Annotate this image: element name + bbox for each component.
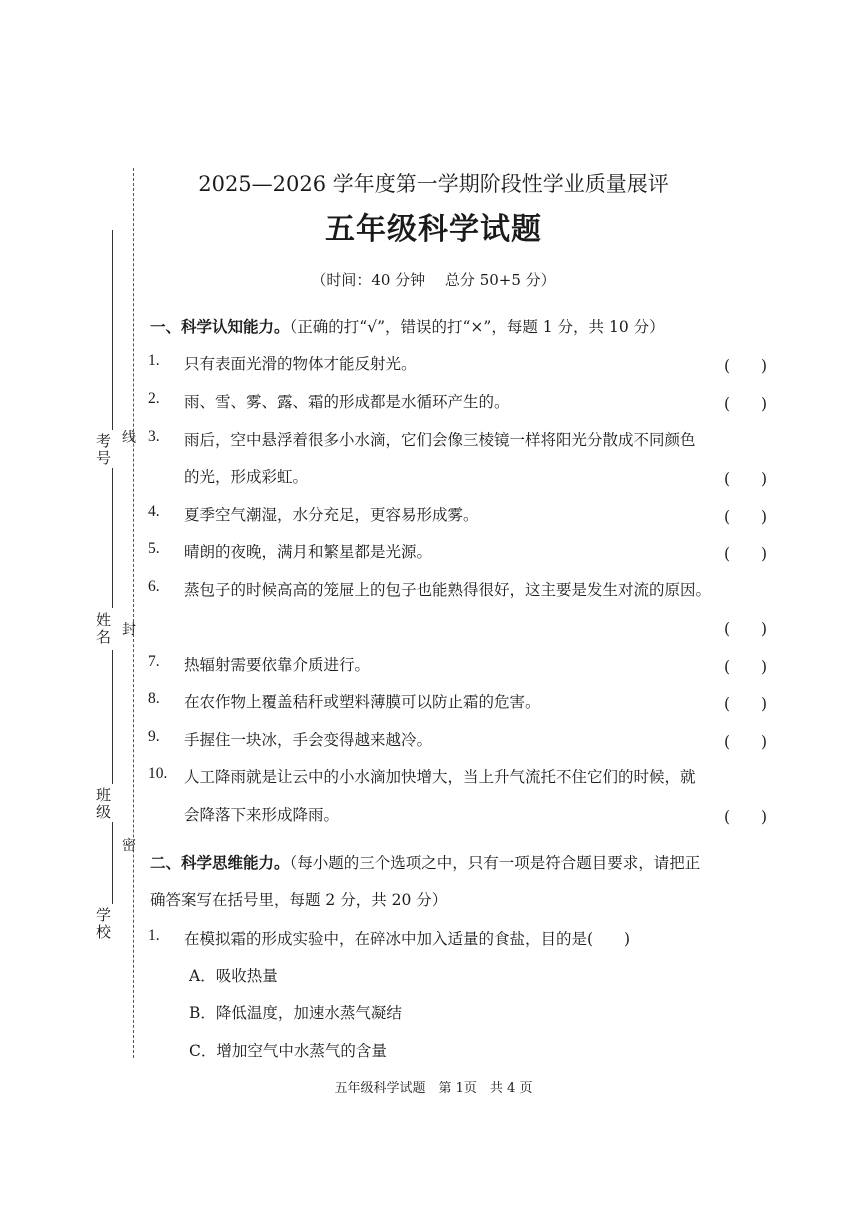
question-text: 人工降雨就是让云中的小水滴加快增大，当上升气流托不住它们的时候，就 [184, 768, 696, 786]
section2-heading [150, 851, 700, 873]
question-text: 雨、雪、雾、露、霜的形成都是水循环产生的。 [184, 393, 510, 411]
question-number: 7. [148, 653, 160, 670]
answer-blank[interactable]: ( ) [724, 470, 768, 488]
seal-mark-seal: 封 [122, 622, 136, 638]
answer-blank[interactable]: ( ) [724, 733, 768, 751]
field-label-name: 姓名 [95, 611, 111, 646]
question-text: 只有表面光滑的物体才能反射光。 [184, 355, 417, 373]
seal-mark-line: 线 [122, 430, 136, 446]
question-text-continued: 的光，形成彩虹。 [184, 468, 309, 486]
question-text-continued: 会降落下来形成降雨。 [184, 806, 340, 824]
question-text: 夏季空气潮湿，水分充足，更容易形成雾。 [184, 506, 479, 524]
question-number: 5. [148, 540, 160, 557]
question-number: 3. [148, 428, 160, 445]
question-number: 6. [148, 578, 160, 595]
answer-blank[interactable]: ( ) [724, 695, 768, 713]
exam-title: 五年级科学试题 [325, 212, 542, 247]
question-number: 4. [148, 503, 160, 520]
question-text: 晴朗的夜晚，满月和繁星都是光源。 [184, 543, 433, 561]
seal-mark-secret: 密 [122, 838, 136, 854]
question-number: 9. [148, 728, 160, 745]
question-number: 1. [148, 927, 160, 944]
field-label-class: 班级 [95, 786, 111, 821]
section1-heading [150, 315, 665, 337]
field-line-exam-number[interactable] [112, 230, 113, 430]
answer-blank[interactable]: ( ) [724, 545, 768, 563]
page-footer: 五年级科学试题 第 1页 共 4 页 [334, 1081, 533, 1096]
field-line-school[interactable] [112, 822, 113, 904]
question-text: 热辐射需要依靠介质进行。 [184, 656, 371, 674]
option-a[interactable]: A．吸收热量 [189, 967, 278, 985]
question-number: 10. [148, 765, 168, 782]
question-text: 蒸包子的时候高高的笼屉上的包子也能熟得很好，这主要是发生对流的原因。 [184, 581, 712, 599]
answer-blank[interactable]: ( ) [724, 620, 768, 638]
binding-dashed-line [133, 168, 134, 1058]
question-text: 在模拟霜的形成实验中，在碎冰中加入适量的食盐，目的是( ) [184, 930, 631, 948]
exam-time-info: （时间：40 分钟 总分 50+5 分） [311, 271, 556, 289]
section1-title: 一、科学认知能力。 [150, 317, 290, 336]
question-text: 手握住一块冰，手会变得越来越冷。 [184, 731, 433, 749]
answer-blank[interactable]: ( ) [724, 808, 768, 826]
answer-blank[interactable]: ( ) [724, 658, 768, 676]
field-line-class[interactable] [112, 650, 113, 784]
question-number: 8. [148, 690, 160, 707]
field-line-name[interactable] [112, 468, 113, 608]
question-number: 1. [148, 352, 160, 369]
section2-instruction: （每小题的三个选项之中，只有一项是符合题目要求，请把正 [289, 854, 701, 872]
exam-subtitle: 2025—2026 学年度第一学期阶段性学业质量展评 [198, 172, 669, 196]
answer-blank[interactable]: ( ) [724, 508, 768, 526]
section1-instruction: （正确的打“√”，错误的打“×”，每题 1 分，共 10 分） [289, 318, 665, 336]
field-label-exam-number: 考号 [95, 432, 111, 467]
field-label-school: 学校 [95, 906, 111, 941]
option-c[interactable]: C．增加空气中水蒸气的含量 [189, 1042, 387, 1060]
question-text: 在农作物上覆盖秸秆或塑料薄膜可以防止霜的危害。 [184, 693, 541, 711]
section2-title: 二、科学思维能力。 [150, 853, 290, 872]
section2-instruction-continued: 确答案写在括号里，每题 2 分，共 20 分） [150, 891, 448, 909]
option-b[interactable]: B．降低温度，加速水蒸气凝结 [189, 1004, 402, 1022]
question-text: 雨后，空中悬浮着很多小水滴，它们会像三棱镜一样将阳光分散成不同颜色 [184, 431, 696, 449]
answer-blank[interactable]: ( ) [724, 357, 768, 375]
answer-blank[interactable]: ( ) [724, 395, 768, 413]
question-number: 2. [148, 390, 160, 407]
